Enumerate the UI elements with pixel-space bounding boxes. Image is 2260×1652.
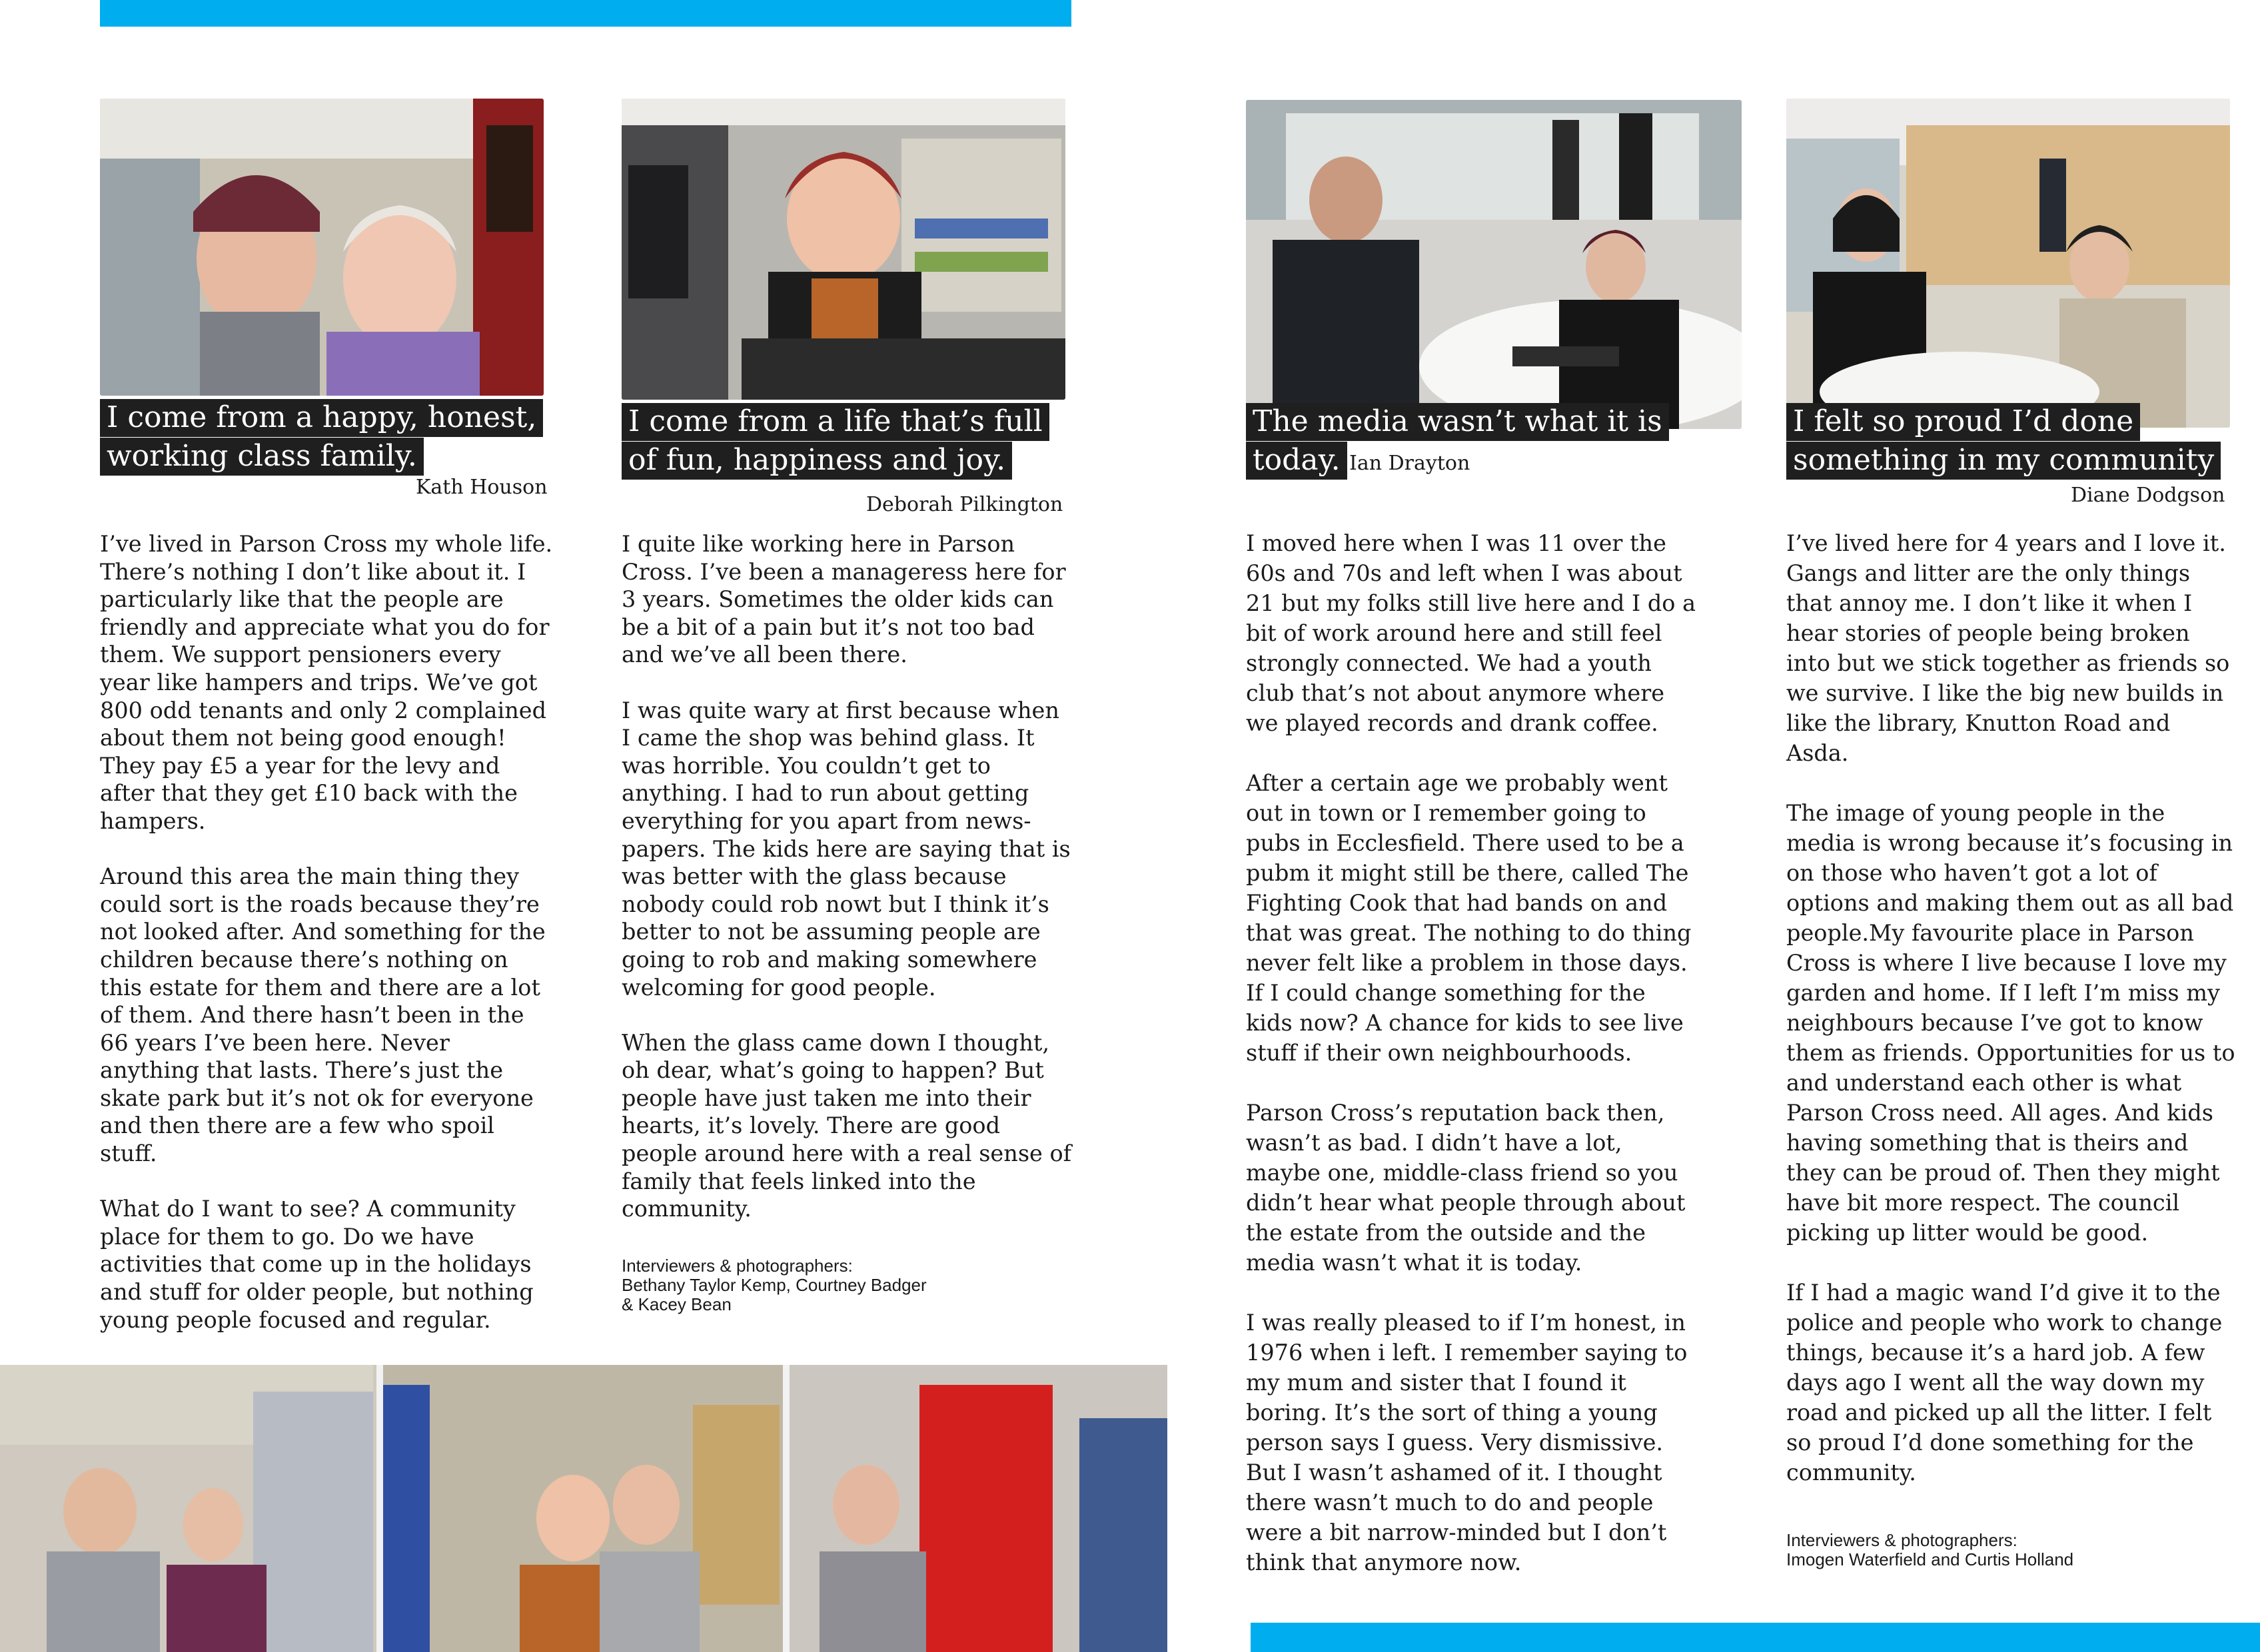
credit-names: Bethany Taylor Kemp, Courtney Badger	[622, 1275, 927, 1295]
paragraph: What do I want to see? A community place for them to go. Do we have activities that come up in the holidays and stuff for older people, but nothing young people focused and regular.	[100, 1196, 534, 1333]
byline-kath: Kath Houson	[416, 476, 548, 499]
paragraph: The image of young people in the media is wrong because it’s focusing in on those who haven’t got a lot of options and making them out as all bad people.My favourite place in Parson Cross is where I live because I love my garden and home. If I left I’m miss my neighbours because I’ve got to know them as friends. Opportunities for us to and understand each other is what Parson Cross need. All ages. And kids having something that is theirs and they can be proud of. Then they might have bit more respect. The council picking up litter would be good.	[1786, 800, 2235, 1246]
photo-diane-dodgson	[1786, 99, 2230, 428]
paragraph: I was quite wary at first because when I came the shop was behind glass. It was horrible. You couldn’t get to anything. I had to run about getting everything for you apart from news-papers. The kids here are saying that is was better with the glass because nobody could rob nowt but I think it’s better to not be assuming people are going to rob and making somewhere welcoming for good people.	[622, 697, 1071, 1001]
credits-deborah	[622, 1256, 1075, 1314]
bottom-accent-bar	[1251, 1623, 2260, 1652]
paragraph: I moved here when I was 11 over the 60s and 70s and left when I was about 21 but my folks still live here and I do a bit of work around here and still feel strongly connected. We had a youth club that’s not about anymore where we played records and drank coffee.	[1246, 530, 1696, 736]
byline-diane: Diane Dodgson	[2071, 484, 2225, 507]
article-body-ian	[1246, 528, 1699, 1577]
paragraph: Around this area the main thing they could sort is the roads because they’re not looked after. And something for the children because there’s nothing on this estate for them and there are a lot of them. And there hasn’t been in the 66 years I’ve been here. Never anything that lasts. There’s just the skate park but it’s not ok for everyone and then there are a few who spoil stuff.	[100, 863, 546, 1167]
paragraph: When the glass came down I thought, oh dear, what’s going to happen? But people have just taken me into their hearts, it’s lovely. There are good people around here with a real sense of family that feels linked into the community.	[622, 1029, 1072, 1222]
credit-names: Imogen Waterfield and Curtis Holland	[1786, 1549, 2074, 1569]
photo-ian-drayton	[1246, 100, 1742, 429]
article-body-diane	[1786, 528, 2239, 1487]
paragraph: I’ve lived here for 4 years and I love it. Gangs and litter are the only things that annoy me. I don’t like it when I hear stories of people being broken into but we stick together as friends so we survive. I like the big new builds in like the library, Knutton Road and Asda.	[1786, 530, 2230, 766]
paragraph: I quite like working here in Parson Cross. I’ve been a manageress here for 3 years. Sometimes the older kids can be a bit of a pain but it’s not too bad and we’ve all been there.	[622, 531, 1066, 668]
byline-deborah: Deborah Pilkington	[866, 493, 1063, 516]
top-accent-bar	[100, 0, 1071, 27]
pull-quote-text: The media wasn’t what it is today.	[1246, 403, 1669, 480]
pull-quote-deborah	[622, 402, 1048, 480]
pull-quote-diane	[1786, 402, 2253, 480]
paragraph: I’ve lived in Parson Cross my whole life. There’s nothing I don’t like about it. I particularly like that the people are friendly and appreciate what you do for them. We support pensioners every year like hampers and trips. We’ve got 800 odd tenants and only 2 complained about them not being good enough! They pay £5 a year for the levy and after that they get £10 back with the hampers.	[100, 531, 553, 834]
photo-deborah-pilkington	[622, 99, 1065, 400]
photo-kath-houson	[100, 99, 544, 396]
article-body-deborah	[622, 530, 1075, 1250]
paragraph: Parson Cross’s reputation back then, wasn’t as bad. I didn’t have a lot, maybe one, middle-class friend so you didn’t hear what people through about the estate from the outside and the media wasn’t what it is today.	[1246, 1100, 1686, 1276]
credit-label: Interviewers & photographers:	[1786, 1530, 2017, 1550]
pull-quote-text: I come from a happy, honest, working class family.	[100, 399, 543, 476]
credit-label: Interviewers & photographers:	[622, 1256, 853, 1276]
pull-quote-kath	[100, 398, 566, 476]
credit-names: & Kacey Bean	[622, 1294, 732, 1314]
byline-ian: Ian Drayton	[1349, 452, 1470, 475]
credits-diane	[1786, 1531, 2239, 1569]
paragraph: After a certain age we probably went out in town or I remember going to pubs in Ecclesfield. There used to be a pubm it might still be there, called The Fighting Cook that had bands on and that was great. The nothing to do thing never felt like a problem in those days. If I could change something for the kids now? A chance for kids to see live stuff if their own neighbourhoods.	[1246, 770, 1692, 1066]
pull-quote-text: I felt so proud I’d done something in my community	[1786, 403, 2221, 480]
photo-bottom-strip	[0, 1365, 1167, 1652]
paragraph: I was really pleased to if I’m honest, in 1976 when i left. I remember saying to my mum and sister that I found it boring. It’s the sort of thing a young person says I guess. Very dismissive. But I wasn’t ashamed of it. I thought there wasn’t much to do and people were a bit narrow-minded but I don’t think that anymore now.	[1246, 1310, 1688, 1575]
paragraph: If I had a magic wand I’d give it to the police and people who work to change things, because it’s a hard job. A few days ago I went all the way down my road and picked up all the litter. I felt so proud I’d done something for the community.	[1786, 1280, 2223, 1485]
article-body-kath	[100, 530, 553, 1362]
pull-quote-text: I come from a life that’s full of fun, happiness and joy.	[622, 403, 1049, 480]
